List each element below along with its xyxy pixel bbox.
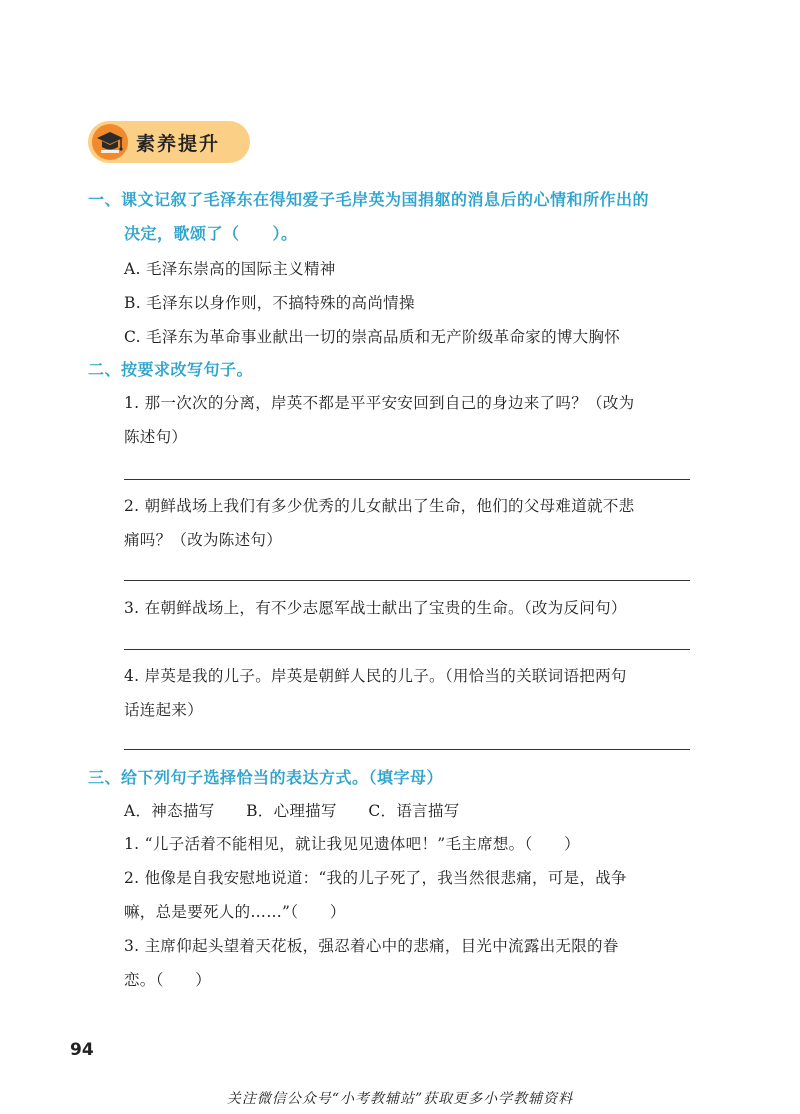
footer-note: 关注微信公众号“小考教辅站”获取更多小学教辅资料 [226,1091,574,1107]
option-a: A. 毛泽东崇高的国际主义精神 [124,260,336,278]
option-c: C. 毛泽东为革命事业献出一切的崇高品质和无产阶级革命家的博大胸怀 [124,328,621,346]
rewrite-item-3: 3. 在朝鲜战场上，有不少志愿军战士献出了宝贵的生命。（改为反问句） [124,599,627,617]
rewrite-item-1-cont: 陈述句） [124,428,188,446]
choice-item-2-cont: 嘛，总是要死人的……”（ ） [124,903,346,921]
answer-line-4[interactable] [124,749,690,750]
page-number: 94 [70,1040,94,1060]
section3-title: 三、给下列句子选择恰当的表达方式。（填字母） [88,768,444,787]
rewrite-item-2-cont: 痛吗？（改为陈述句） [124,531,283,549]
rewrite-item-4-cont: 话连起来） [124,701,204,719]
answer-line-1[interactable] [124,479,690,480]
answer-line-2[interactable] [124,580,690,581]
badge-title: 素养提升 [136,133,221,155]
expression-choices: A．神态描写 B．心理描写 C．语言描写 [124,802,460,820]
section-badge [88,121,250,163]
choice-item-1: 1. “儿子活着不能相见，就让我见见遗体吧！”毛主席想。（ ） [124,835,580,853]
option-b: B. 毛泽东以身作则，不搞特殊的高尚情操 [124,294,415,312]
answer-line-3[interactable] [124,649,690,650]
graduation-cap-icon [92,124,128,160]
section2-title: 二、按要求改写句子。 [88,360,254,379]
section1-title: 一、课文记叙了毛泽东在得知爱子毛岸英为国捐躯的消息后的心情和所作出的 [88,190,650,209]
rewrite-item-2: 2. 朝鲜战场上我们有多少优秀的儿女献出了生命，他们的父母难道就不悲 [124,497,635,515]
choice-item-2: 2. 他像是自我安慰地说道：“我的儿子死了，我当然很悲痛，可是，战争 [124,869,627,887]
section1-title-cont: 决定，歌颂了（ ）。 [124,224,298,243]
rewrite-item-4: 4. 岸英是我的儿子。岸英是朝鲜人民的儿子。（用恰当的关联词语把两句 [124,667,627,685]
rewrite-item-1: 1. 那一次次的分离，岸英不都是平平安安回到自己的身边来了吗？（改为 [124,394,635,412]
choice-item-3: 3. 主席仰起头望着天花板，强忍着心中的悲痛，目光中流露出无限的眷 [124,937,619,955]
choice-item-3-cont: 恋。（ ） [124,971,212,989]
